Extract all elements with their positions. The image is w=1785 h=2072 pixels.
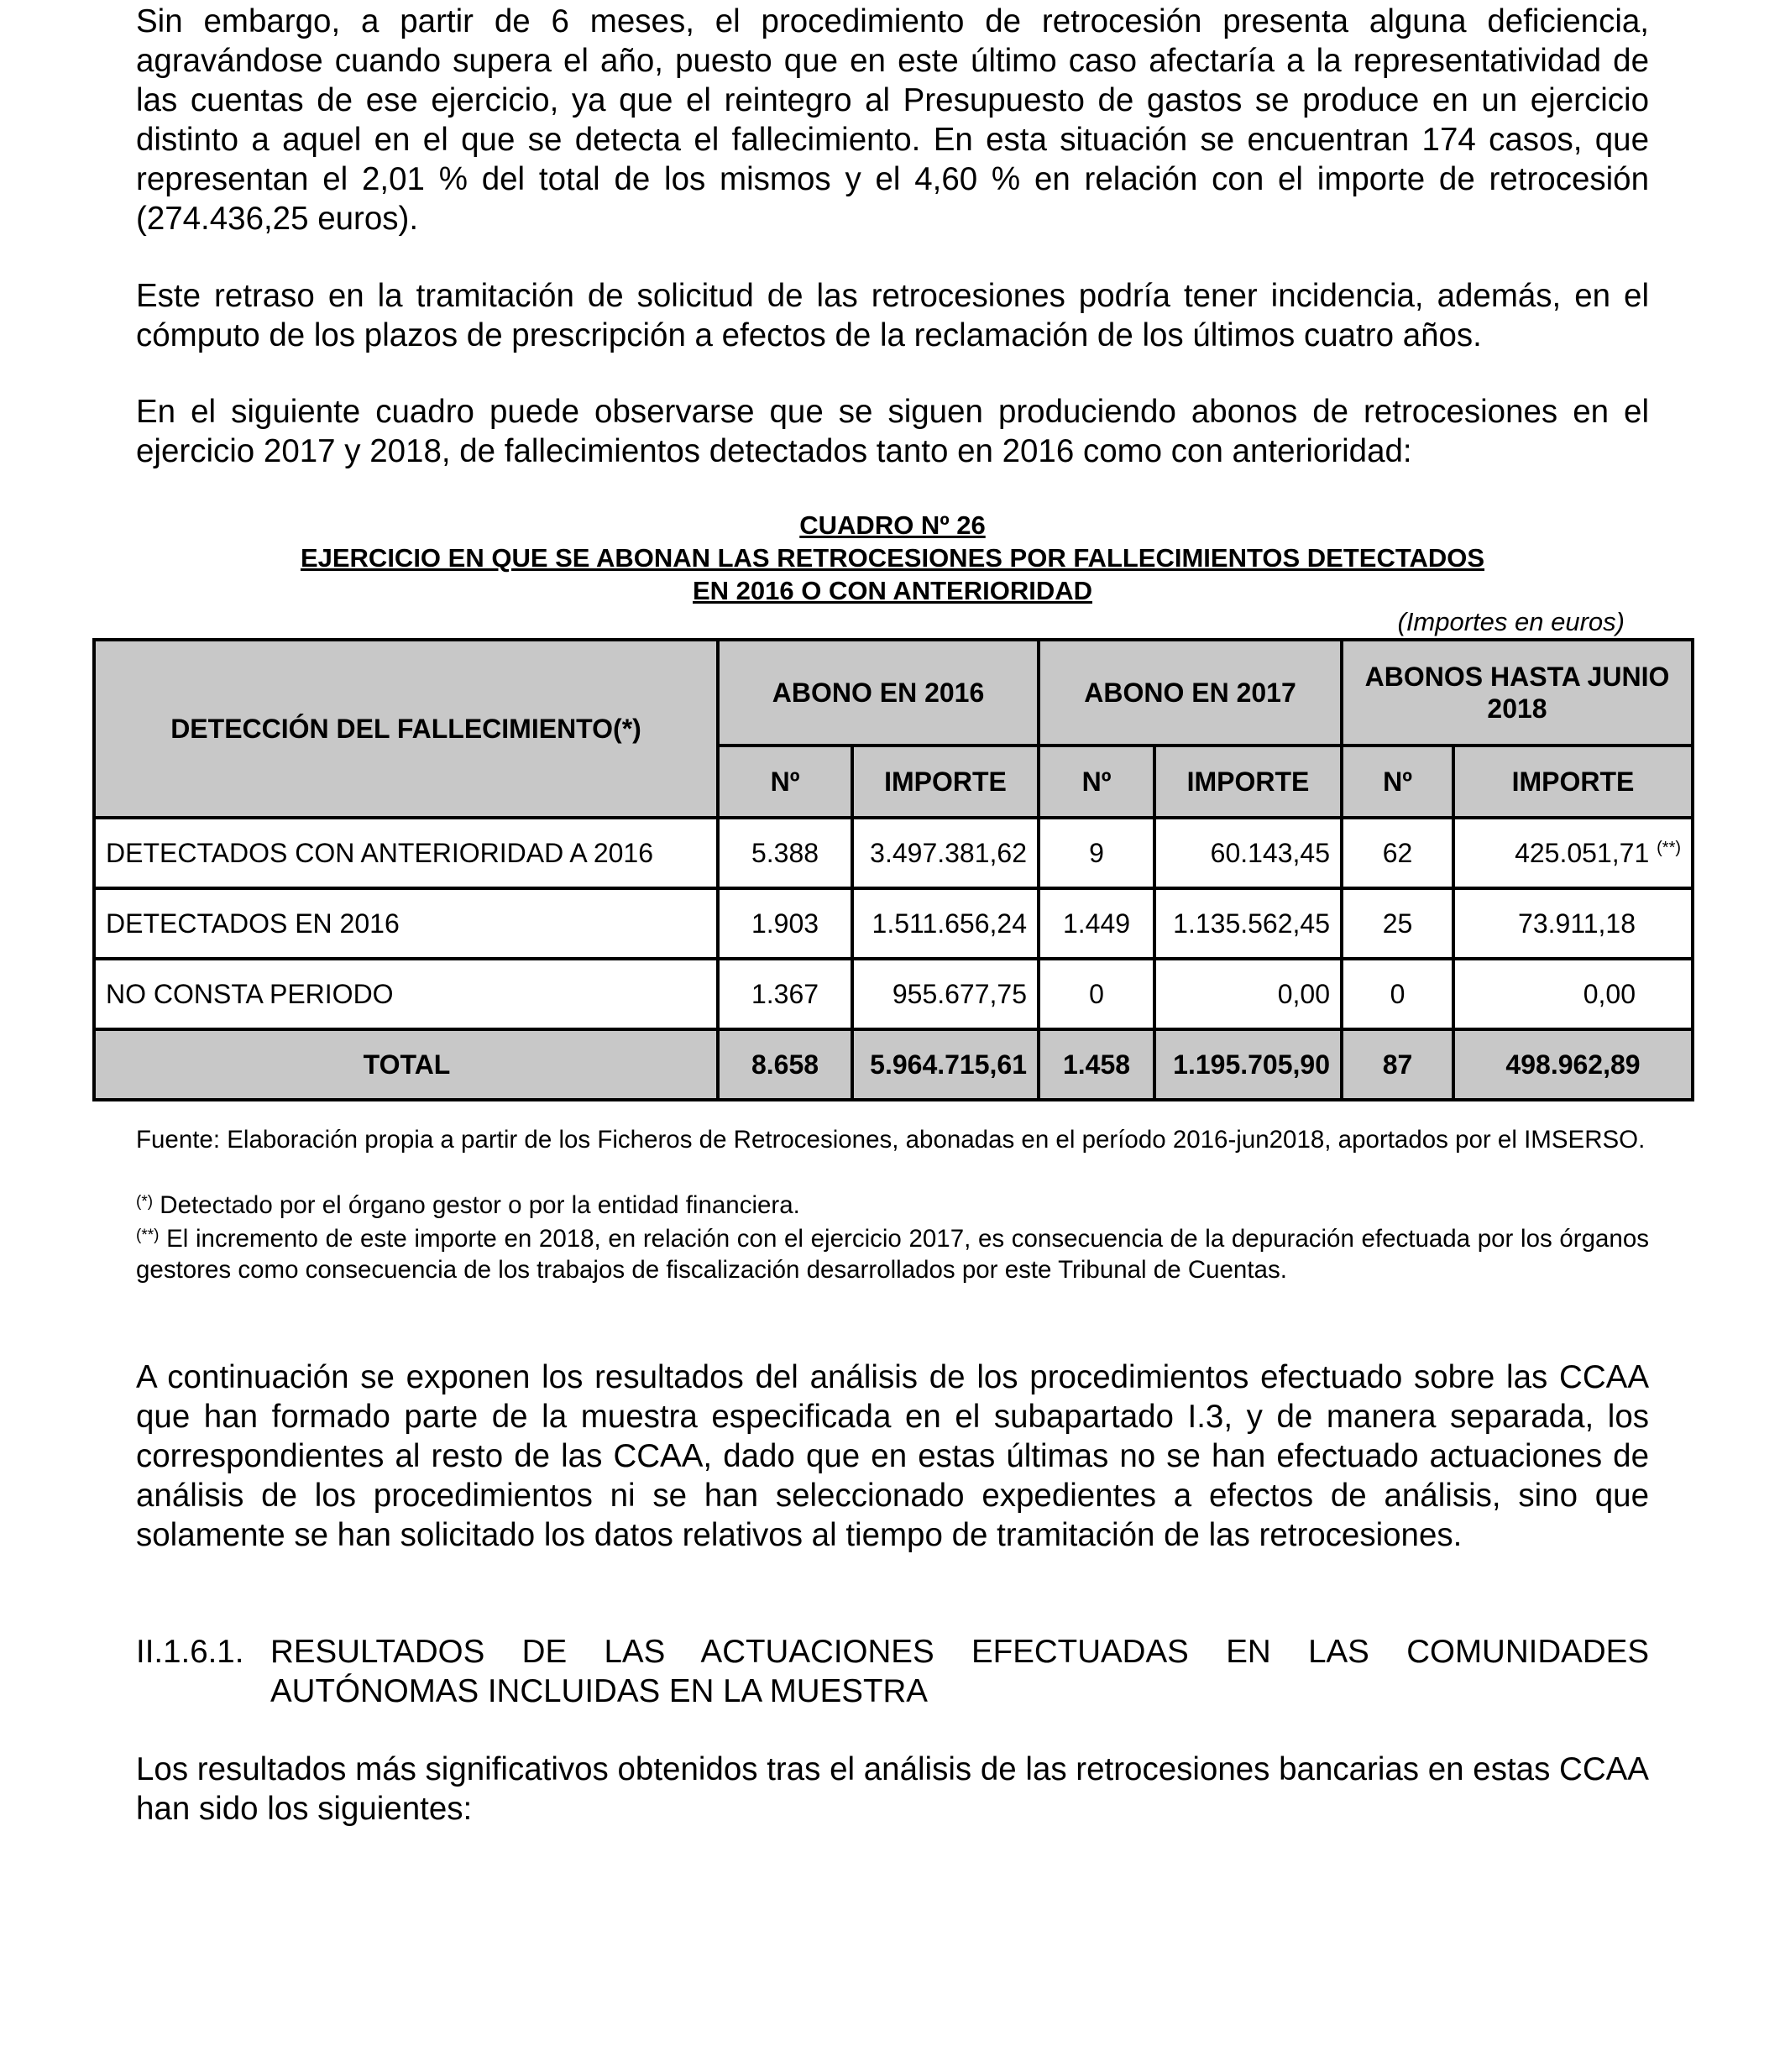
section-heading: [136, 1632, 1649, 1711]
row-label: DETECTADOS EN 2016: [94, 888, 718, 959]
footnote-detection: (*) Detectado por el órgano gestor o por la entidad financiera.: [136, 1191, 800, 1219]
cell-importe-2017: 1.135.562,45: [1154, 888, 1342, 959]
total-num-2017: 1.458: [1039, 1029, 1154, 1100]
header-importe-2017: IMPORTE: [1154, 746, 1342, 818]
cell-importe-2018-value: 425.051,71: [1515, 838, 1650, 868]
footnote-increment: (**) El incremento de este importe en 2018, en relación con el ejercicio 2017, es consecuencia de la depuración efectuada por los órganos gestores como consecuencia de los trabajos de fiscalización desarrollados por este Tribunal de Cuentas.: [136, 1225, 1649, 1284]
header-num-2017: Nº: [1039, 746, 1154, 818]
cell-importe-2017: 0,00: [1154, 959, 1342, 1029]
row-label: NO CONSTA PERIODO: [94, 959, 718, 1029]
cell-num-2017: 1.449: [1039, 888, 1154, 959]
cell-importe-2017: 60.143,45: [1154, 818, 1342, 888]
table-source-note: Fuente: Elaboración propia a partir de los Ficheros de Retrocesiones, abonadas en el período 2016-jun2018, aportados por el IMSERSO.: [136, 1126, 1646, 1154]
cell-num-2018: 25: [1342, 888, 1453, 959]
header-importe-2016: IMPORTE: [852, 746, 1039, 818]
total-num-2018: 87: [1342, 1029, 1453, 1100]
table-units-note: (Importes en euros): [1397, 607, 1625, 636]
footnote-mark-double: (**): [136, 1227, 160, 1244]
retrocesiones-table: [92, 638, 1694, 1101]
paragraph-table-intro: En el siguiente cuadro puede observarse que se siguen produciendo abonos de retrocesiones en el ejercicio 2017 y 2018, de fallecimientos detectados tanto en 2016 como con anterioridad:: [136, 394, 1649, 469]
section-number: II.1.6.1.: [136, 1634, 244, 1670]
table-caption-subtitle: EN 2016 O CON ANTERIORIDAD: [693, 576, 1092, 605]
cell-importe-2018: 73.911,18: [1453, 888, 1693, 959]
table-row: [94, 959, 1693, 1029]
table-row: [94, 888, 1693, 959]
total-label: TOTAL: [94, 1029, 718, 1100]
cell-importe-2018: [1453, 818, 1693, 888]
total-importe-2016: 5.964.715,61: [852, 1029, 1039, 1100]
cell-importe-2016: 3.497.381,62: [852, 818, 1039, 888]
total-importe-2018: 498.962,89: [1453, 1029, 1693, 1100]
cell-importe-2018: 0,00: [1453, 959, 1693, 1029]
header-abono-2016: ABONO EN 2016: [718, 640, 1039, 746]
footnote-mark-double: (**): [1657, 839, 1682, 857]
cell-importe-2016: 955.677,75: [852, 959, 1039, 1029]
cell-num-2017: 0: [1039, 959, 1154, 1029]
total-num-2016: 8.658: [718, 1029, 852, 1100]
footnote-mark-single: (*): [136, 1193, 154, 1211]
header-abono-2017: ABONO EN 2017: [1039, 640, 1342, 746]
header-detection: DETECCIÓN DEL FALLECIMIENTO(*): [94, 640, 718, 818]
header-importe-2018: IMPORTE: [1453, 746, 1693, 818]
header-num-2018: Nº: [1342, 746, 1453, 818]
section-title: RESULTADOS DE LAS ACTUACIONES EFECTUADAS EN LAS COMUNIDADES AUTÓNOMAS INCLUIDAS EN LA MUESTRA: [270, 1634, 1649, 1709]
table-header-row: [94, 640, 1693, 746]
paragraph-retrocesion-deficiency: Sin embargo, a partir de 6 meses, el procedimiento de retrocesión presenta alguna deficiencia, agravándose cuando supera el año, puesto que en este último caso afectaría a la representatividad de las cuentas de ese ejercicio, ya que el reintegro al Presupuesto de gastos se produce en un ejercicio distinto a aquel en el que se detecta el fallecimiento. En esta situación se encuentran 174 casos, que representan el 2,01 % del total de los mismos y el 4,60 % en relación con el importe de retrocesión (274.436,25 euros).: [136, 3, 1649, 237]
cell-importe-2016: 1.511.656,24: [852, 888, 1039, 959]
paragraph-results-intro: Los resultados más significativos obtenidos tras el análisis de las retrocesiones bancarias en estas CCAA han sido los siguientes:: [136, 1751, 1649, 1827]
cell-num-2018: 62: [1342, 818, 1453, 888]
table-row: [94, 818, 1693, 888]
paragraph-delay-incidence: Este retraso en la tramitación de solicitud de las retrocesiones podría tener incidencia, además, en el cómputo de los plazos de prescripción a efectos de la reclamación de los últimos cuatro años.: [136, 278, 1649, 353]
cell-num-2016: 1.367: [718, 959, 852, 1029]
row-label: DETECTADOS CON ANTERIORIDAD A 2016: [94, 818, 718, 888]
header-num-2016: Nº: [718, 746, 852, 818]
table-total-row: [94, 1029, 1693, 1100]
cell-num-2016: 5.388: [718, 818, 852, 888]
total-importe-2017: 1.195.705,90: [1154, 1029, 1342, 1100]
cell-num-2018: 0: [1342, 959, 1453, 1029]
table-caption-number: CUADRO Nº 26: [799, 510, 986, 540]
header-abonos-junio-2018: ABONOS HASTA JUNIO 2018: [1342, 640, 1693, 746]
paragraph-analysis-intro: A continuación se exponen los resultados del análisis de los procedimientos efectuado sobre las CCAA que han formado parte de la muestra especificada en el subapartado I.3, y de manera separada, los correspondientes al resto de las CCAA, dado que en estas últimas no se han efectuado actuaciones de análisis de los procedimientos ni se han seleccionado expedientes a efectos de análisis, sino que solamente se han solicitado los datos relativos al tiempo de tramitación de las retrocesiones.: [136, 1359, 1649, 1553]
table-caption-title: EJERCICIO EN QUE SE ABONAN LAS RETROCESIONES POR FALLECIMIENTOS DETECTADOS: [300, 543, 1485, 573]
cell-num-2017: 9: [1039, 818, 1154, 888]
cell-num-2016: 1.903: [718, 888, 852, 959]
